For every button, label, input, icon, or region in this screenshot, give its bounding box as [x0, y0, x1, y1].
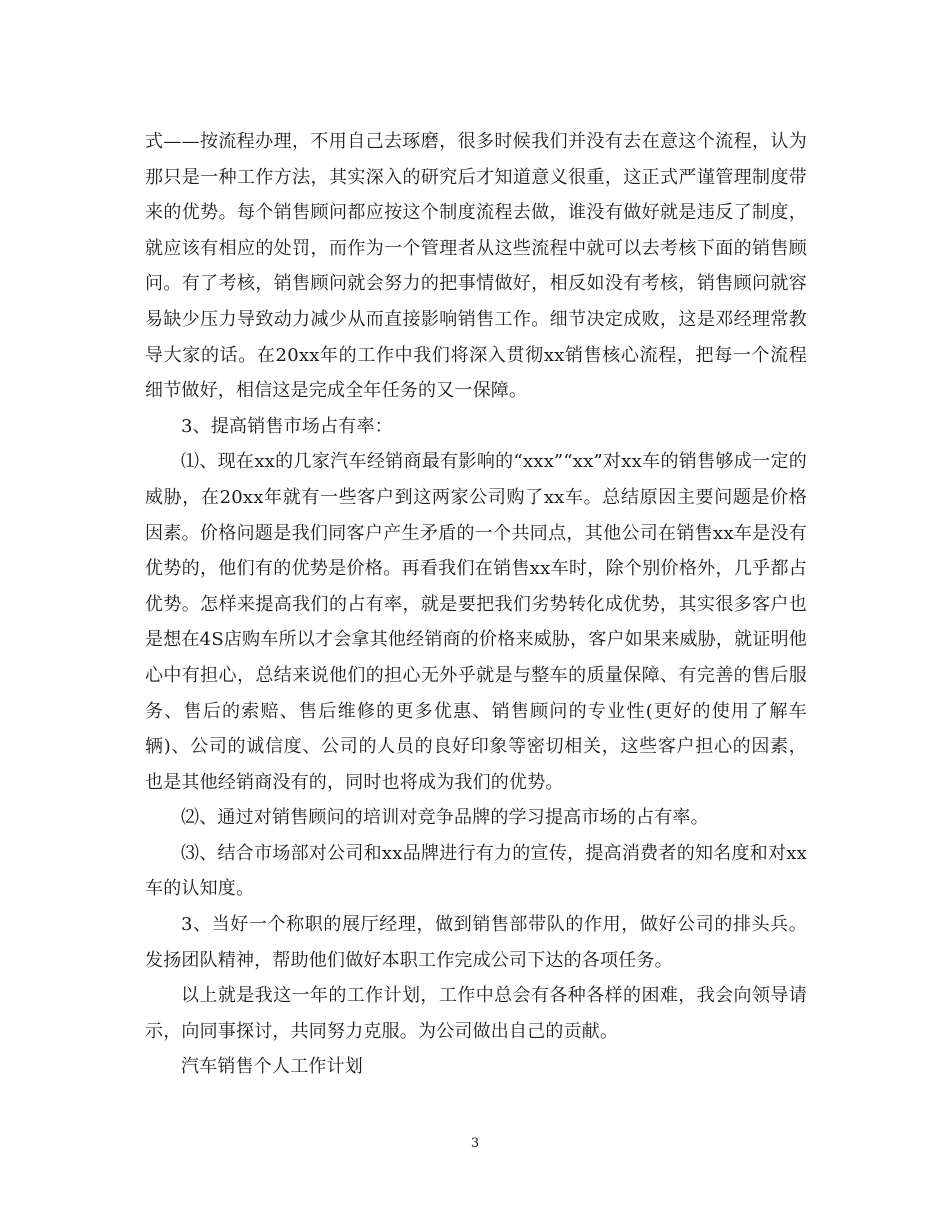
paragraph-conclusion: 以上就是我这一年的工作计划，工作中总会有各种各样的困难，我会向领导请示，向同事探讨，共同努力克服。为公司做出自己的贡献。	[145, 985, 807, 1042]
body-text	[145, 124, 807, 1085]
heading-market-share: 3、提高销售市场占有率：	[181, 415, 393, 437]
paragraph-brand-promotion: ⑶、结合市场部对公司和xx品牌进行有力的宣传，提高消费者的知名度和对xx车的认知度。	[145, 842, 807, 900]
section-title-sales-plan: 汽车销售个人工作计划	[181, 1056, 363, 1078]
page-number: 3	[470, 1136, 480, 1151]
paragraph-showroom-manager: 3、当好一个称职的展厅经理，做到销售部带队的作用，做好公司的排头兵。发扬团队精神，帮助他们做好本职工作完成公司下达的各项任务。	[145, 914, 807, 971]
paragraph-competitor-pricing: ⑴、现在xx的几家汽车经销商最有影响的“xxx”“xx”对xx车的销售够成一定的威胁，在20xx年就有一些客户到这两家公司购了xx车。总结原因主要问题是价格因素。价格问题是我们同客户产生矛盾的一个共同点，其他公司在销售xx车是没有优势的，他们有的优势是价格。再看我们在销售xx车时，除个别价格外，几乎都占优势。怎样来提高我们的占有率，就是要把我们劣势转化成优势，其实很多客户也是想在4S店购车所以才会拿其他经销商的价格来威胁，客户如果来威胁，就证明他心中有担心，总结来说他们的担心无外乎就是与整车的质量保障、有完善的售后服务、售后的索赔、售后维修的更多优惠、销售顾问的专业性(更好的使用了解车辆)、公司的诚信度、公司的人员的良好印象等密切相关，这些客户担心的因素，也是其他经销商没有的，同时也将成为我们的优势。	[145, 451, 807, 793]
paragraph-process-management: 式——按流程办理，不用自己去琢磨，很多时候我们并没有去在意这个流程，认为那只是一种工作方法，其实深入的研究后才知道意义很重，这正式严谨管理制度带来的优势。每个销售顾问都应按这个制度流程去做，谁没有做好就是违反了制度，就应该有相应的处罚，而作为一个管理者从这些流程中就可以去考核下面的销售顾问。有了考核，销售顾问就会努力的把事情做好，相反如没有考核，销售顾问就容易缺少压力导致动力减少从而直接影响销售工作。细节决定成败，这是邓经理常教导大家的话。在20xx年的工作中我们将深入贯彻xx销售核心流程，把每一个流程细节做好，相信这是完成全年任务的又一保障。	[145, 131, 807, 402]
paragraph-training: ⑵、通过对销售顾问的培训对竞争品牌的学习提高市场的占有率。	[181, 807, 709, 829]
